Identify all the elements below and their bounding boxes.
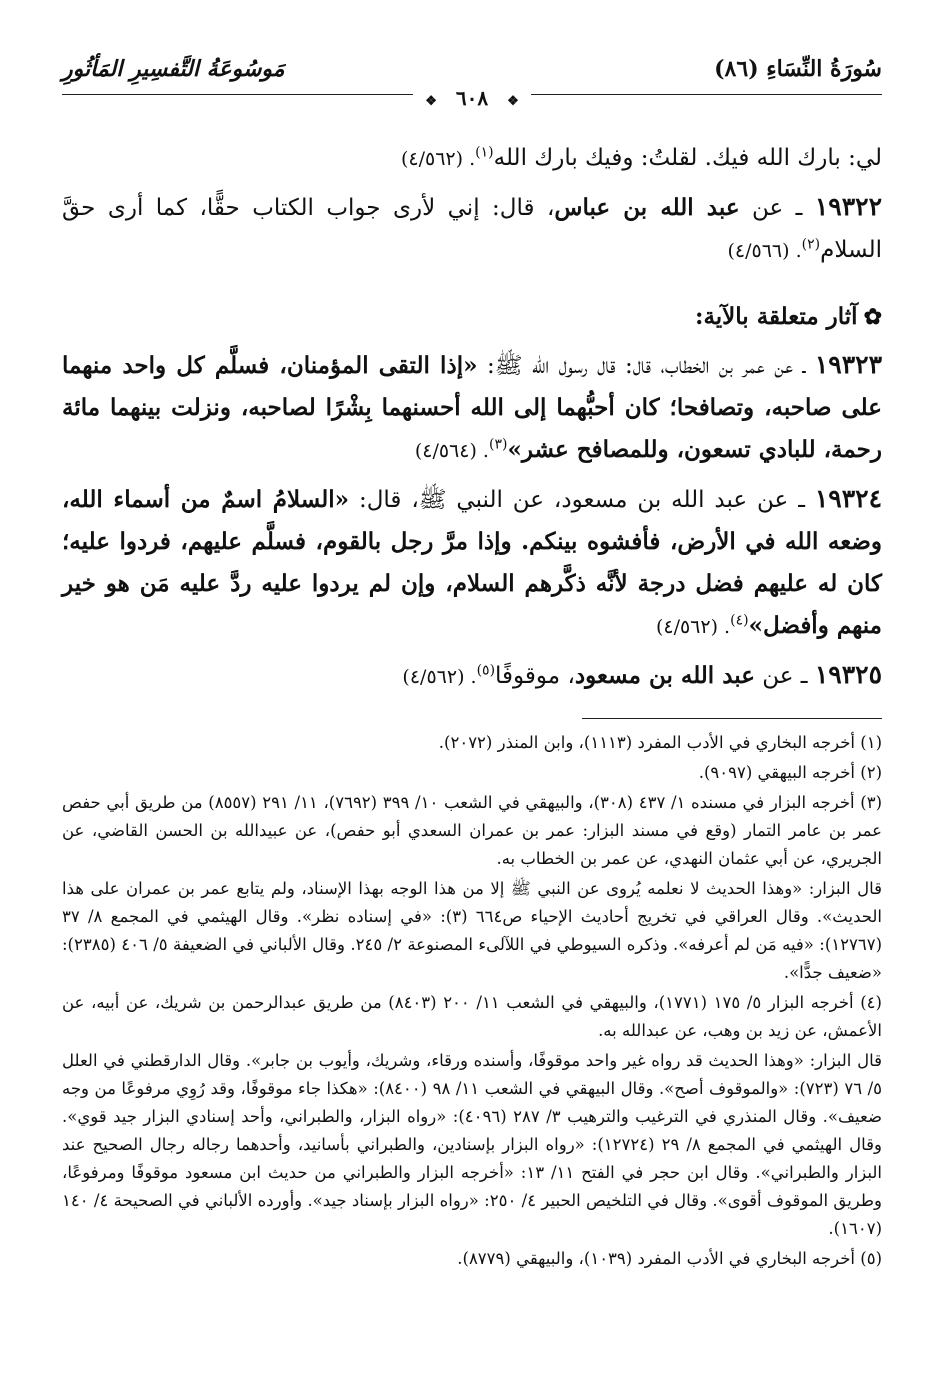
ornament-icon: ❖	[501, 94, 525, 109]
footnotes	[62, 729, 882, 1273]
footnote: (١) أخرجه البخاري في الأدب المفرد (١١١٣)، وابن المنذر (٢٠٧٢).	[438, 733, 882, 752]
page-header	[62, 48, 882, 110]
narration-number: ١٩٣٢٣	[814, 350, 883, 379]
footnote: (٣) أخرجه البزار في مسنده ١/ ٤٣٧ (٣٠٨)، والبيهقي في الشعب ١٠/ ٣٩٩ (٧٦٩٢)، ١١/ ٢٩١ (٨٥٥٧) من طريق أبي حفص عمر بن عامر التمار (وقع في مسند البزار: عمر بن عمران السعدي أبو حفص)، عن عبيدالله بن الحسن القاضي، عن الجريري، عن أبي عثمان النهدي، عن عمر بن الخطاب به.	[62, 793, 883, 868]
hadith-quote: «السلامُ اسمٌ من أسماء الله، وضعه الله في الأرض، فأفشوه بينكم. وإذا مرَّ رجل بالقوم، فسلَّم عليهم، فردوا عليه؛ كان له عليهم فضل درجة لأنَّه ذكَّرهم السلام، وإن لم يردوا عليه ردَّ عليه مَن هو خير منهم وأفضل»	[62, 486, 882, 639]
narration-entry	[62, 186, 882, 272]
footnote: (٤) أخرجه البزار ٥/ ١٧٥ (١٧٧١)، والبيهقي في الشعب ١١/ ٢٠٠ (٨٤٠٣) من طريق عبدالرحمن بن شريك، عن أبيه، عن الأعمش، عن زيد بن وهب، عن عبدالله به.	[62, 993, 882, 1040]
volume-reference: . (٤/٥٦٢)	[402, 666, 477, 688]
footnote-marker: (٥)	[476, 662, 496, 679]
text: ـ عن	[739, 195, 815, 221]
footnote-divider	[582, 718, 882, 719]
narration-number: ١٩٣٢٤	[814, 484, 882, 513]
text: ، موقوفًا	[495, 663, 575, 689]
volume-reference: . (٤/٥٦٢)	[400, 148, 476, 170]
section-heading	[62, 296, 882, 338]
footnote-marker: (٢)	[801, 236, 821, 253]
text: لي: بارك الله فيك. لقلتُ: وفيك بارك الله	[493, 145, 882, 171]
text: ـ عن	[754, 663, 815, 689]
text: ـ عن عبد الله بن مسعود، عن النبي ﷺ، قال:	[349, 487, 815, 513]
main-text	[62, 137, 882, 698]
page-number: ٦٠٨	[450, 86, 494, 110]
narration-entry	[62, 478, 882, 648]
text: ـ عن عمر بن الخطاب، قال: قال رسول الله ﷺ:	[477, 353, 815, 379]
narrator-name: عبد الله بن عباس	[554, 194, 740, 221]
hadith-quote: «إذا التقى المؤمنان، فسلَّم كل واحد منهما على صاحبه، وتصافحا؛ كان أحبُّهما إلى الله أحسنهما بِشْرًا لصاحبه، ونزلت بينهما مائة رحمة، للبادي تسعون، وللمصافح عشر»	[62, 352, 882, 463]
narration-entry	[62, 344, 882, 472]
text: ، قال: إني لأرى جواب الكتاب حقًّا، كما أرى حقَّ السلام	[62, 195, 882, 263]
narration-number: ١٩٣٢٢	[814, 192, 882, 221]
encyclopedia-title: مَوسُوعَةُ التَّفسِيرِ المَأثُورِ	[62, 56, 285, 82]
volume-reference: . (٤/٥٦٤)	[414, 440, 489, 462]
volume-reference: . (٤/٥٦٢)	[655, 616, 731, 638]
footnote: (٢) أخرجه البيهقي (٩٠٩٧).	[698, 763, 882, 782]
section-title: آثار متعلقة بالآية:	[694, 303, 858, 330]
narration-entry	[62, 654, 882, 698]
flower-ornament-icon: ✿	[863, 304, 882, 330]
page-number-row	[62, 86, 882, 110]
footnote: قال البزار: «وهذا الحديث قد رواه غير واحد موقوفًا، وأسنده ورقاء، وشريك، وأيوب بن جابر». وقال الدارقطني في العلل ٥/ ٧٦ (٧٢٣): «والموقوف أصح». وقال البيهقي في الشعب ١١/ ٩٨ (٨٤٠٠): «هكذا جاء موقوفًا، وقد رُوِي مرفوعًا من وجه ضعيف». وقال المنذري في الترغيب والترهيب ٣/ ٢٨٧ (٤٠٩٦): «رواه البزار، والطبراني، وأحد إسنادي البزار جيد قوي». وقال الهيثمي في المجمع ٨/ ٢٩ (١٢٧٢٤): «رواه البزار بإسنادين، والطبراني بأسانيد، وأحدهما رجاله رجال الصحيح عند البزار والطبراني». وقال ابن حجر في الفتح ١١/ ١٣: «أخرجه البزار والطبراني من حديث ابن مسعود موقوفًا ومرفوعًا، وطريق الموقوف أقوى». وقال في التلخيص الحبير ٤/ ٢٥٠: «رواه البزار بإسناد جيد». وأورده الألباني في الصحيحة ٤/ ١٤٠ (١٦٠٧).	[62, 1051, 883, 1238]
footnote-marker: (١)	[475, 144, 494, 161]
footnote: (٥) أخرجه البخاري في الأدب المفرد (١٠٣٩)، والبيهقي (٨٧٧٩).	[457, 1249, 882, 1268]
page	[62, 48, 882, 1358]
volume-reference: . (٤/٥٦٦)	[727, 240, 802, 262]
ornament-icon: ❖	[419, 94, 443, 109]
narration-number: ١٩٣٢٥	[814, 660, 882, 689]
footnote-marker: (٤)	[730, 612, 749, 629]
paragraph	[62, 137, 882, 180]
surah-title: سُورَةُ النِّسَاءِ (٨٦)	[714, 56, 882, 82]
footnote: قال البزار: «وهذا الحديث لا نعلمه يُروى عن النبي ﷺ إلا من هذا الوجه بهذا الإسناد، ولم يتابع عمر بن عمران على هذا الحديث». وقال العراقي في تخريج أحاديث الإحياء ص٦٦٤ (٣): «في إسناده نظر». وقال الهيثمي في المجمع ٨/ ٣٧ (١٢٧٦٧): «فيه مَن لم أعرفه». وذكره السيوطي في اللآلىء المصنوعة ٢/ ٢٤٥. وقال الألباني في الضعيفة ٥/ ٤٠٦ (٢٣٨٥): «ضعيف جدًّا».	[62, 879, 883, 982]
footnote-marker: (٣)	[488, 436, 508, 453]
narrator-name: عبد الله بن مسعود	[574, 662, 755, 689]
